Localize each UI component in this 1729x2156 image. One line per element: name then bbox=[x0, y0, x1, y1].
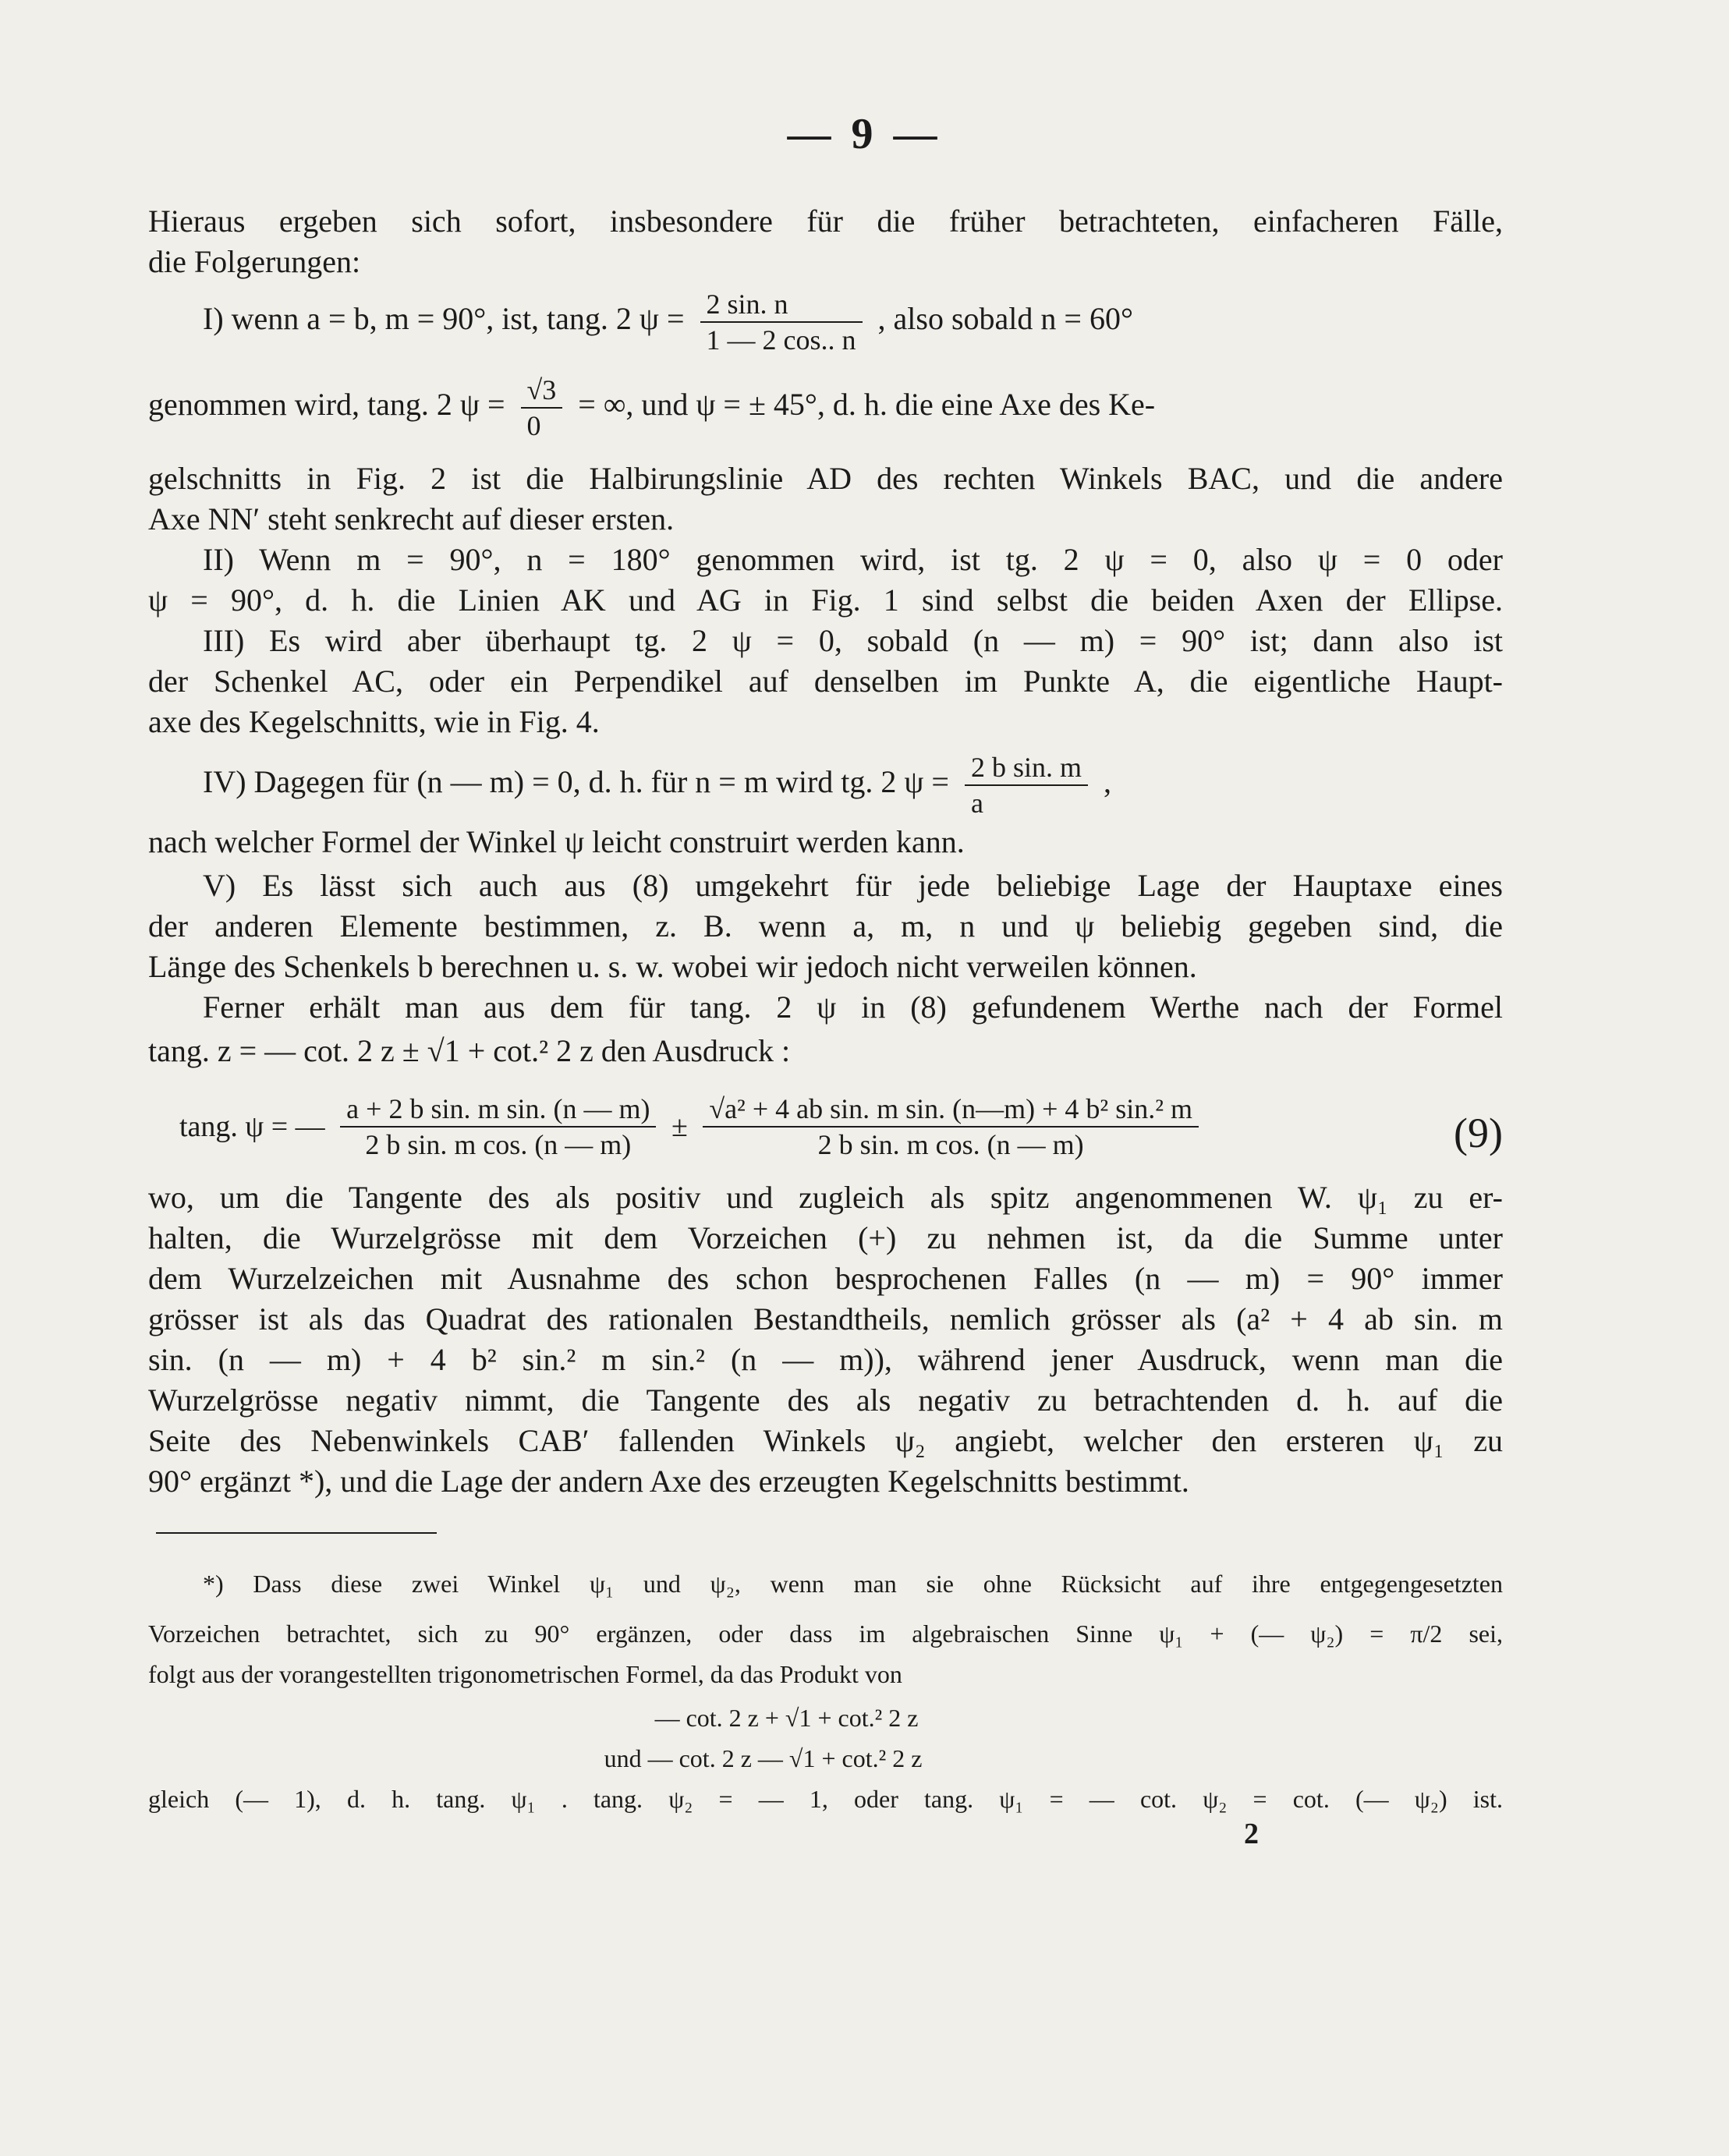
text-line: wo, um die Tangente des als positiv und zugleich als spitz angenommenen W. ψ₁ zu er- bbox=[148, 1180, 1503, 1215]
footnote-formula: und — cot. 2 z — √1 + cot.² 2 z bbox=[604, 1744, 923, 1772]
text-line: Länge des Schenkels b berechnen u. s. w. wobei wir jedoch nicht verweilen können. bbox=[148, 949, 1197, 984]
text-line: V) Es lässt sich auch aus (8) umgekehrt für jede beliebige Lage der Hauptaxe eines bbox=[203, 868, 1503, 903]
text-line: Seite des Nebenwinkels CAB′ fallenden Winkels ψ₂ angiebt, welcher den ersteren ψ₁ zu bbox=[148, 1423, 1503, 1458]
text-line: die Folgerungen: bbox=[148, 244, 361, 279]
footnote-formula: — cot. 2 z + √1 + cot.² 2 z bbox=[654, 1704, 919, 1732]
fraction-numerator: 2 sin. n bbox=[700, 287, 863, 323]
text-fragment: ± bbox=[671, 1110, 688, 1143]
fraction bbox=[700, 287, 863, 357]
text-line: ψ = 90°, d. h. die Linien AK und AG in Fig. 1 sind selbst die beiden Axen der Ellipse. bbox=[148, 582, 1503, 618]
text-fragment: IV) Dagegen für (n — m) = 0, d. h. für n = m wird tg. 2 ψ = bbox=[203, 764, 949, 800]
text-line: tang. z = — cot. 2 z ± √1 + cot.² 2 z den Ausdruck : bbox=[148, 1033, 791, 1068]
fraction-numerator: √3 bbox=[521, 373, 563, 409]
fraction bbox=[340, 1092, 656, 1162]
equation-number: (9) bbox=[1454, 1110, 1503, 1156]
text-line: sin. (n — m) + 4 b² sin.² m sin.² (n — m)), während jener Ausdruck, wenn man die bbox=[148, 1342, 1503, 1377]
page-number: — 9 — bbox=[787, 110, 942, 158]
fraction-numerator: 2 b sin. m bbox=[965, 750, 1088, 786]
text-fragment: , also sobald n = 60° bbox=[877, 301, 1133, 337]
footnote-line: gleich (— 1), d. h. tang. ψ₁ . tang. ψ₂ = — 1, oder tang. ψ₁ = — cot. ψ₂ = cot. (— ψ₂) ist. bbox=[148, 1785, 1503, 1813]
text-line: II) Wenn m = 90°, n = 180° genommen wird, ist tg. 2 ψ = 0, also ψ = 0 oder bbox=[203, 542, 1503, 577]
text-line: gelschnitts in Fig. 2 ist die Halbirungslinie AD des rechten Winkels BAC, und die andere bbox=[148, 461, 1503, 496]
fraction-denominator: 1 — 2 cos.. n bbox=[706, 324, 856, 356]
fraction-denominator: 2 b sin. m cos. (n — m) bbox=[365, 1129, 632, 1160]
footnote-divider bbox=[156, 1532, 437, 1534]
text-line-case-4 bbox=[148, 750, 1503, 820]
text-fragment: = ∞, und ψ = ± 45°, d. h. die eine Axe des Ke- bbox=[578, 387, 1156, 423]
text-line: axe des Kegelschnitts, wie in Fig. 4. bbox=[148, 704, 600, 739]
text-fragment: I) wenn a = b, m = 90°, ist, tang. 2 ψ = bbox=[203, 301, 685, 337]
fraction-denominator: 2 b sin. m cos. (n — m) bbox=[817, 1129, 1084, 1160]
text-line: grösser ist als das Quadrat des rationalen Bestandtheils, nemlich grösser als (a² + 4 ab sin. m bbox=[148, 1301, 1503, 1336]
text-line: III) Es wird aber überhaupt tg. 2 ψ = 0, sobald (n — m) = 90° ist; dann also ist bbox=[203, 623, 1503, 658]
fraction-numerator: a + 2 b sin. m sin. (n — m) bbox=[340, 1092, 656, 1128]
text-line: Hieraus ergeben sich sofort, insbesondere für die früher betrachteten, einfacheren Fälle, bbox=[148, 204, 1503, 239]
text-fragment: tang. ψ = — bbox=[179, 1110, 325, 1143]
signature-mark: 2 bbox=[1244, 1818, 1259, 1850]
text-line: Axe NN′ steht senkrecht auf dieser ersten. bbox=[148, 501, 675, 536]
fraction bbox=[521, 373, 563, 443]
fraction-numerator: √a² + 4 ab sin. m sin. (n—m) + 4 b² sin.² m bbox=[703, 1092, 1199, 1128]
text-line: der Schenkel AC, oder ein Perpendikel auf denselben im Punkte A, die eigentliche Haupt- bbox=[148, 664, 1503, 699]
text-fragment: , bbox=[1104, 764, 1111, 800]
fraction bbox=[703, 1092, 1199, 1162]
text-line: Ferner erhält man aus dem für tang. 2 ψ in (8) gefundenem Werthe nach der Formel bbox=[203, 989, 1503, 1025]
fraction-denominator: 0 bbox=[526, 410, 541, 441]
text-line: 90° ergänzt *), und die Lage der andern Axe des erzeugten Kegelschnitts bestimmt. bbox=[148, 1464, 1189, 1499]
text-line-case-1 bbox=[148, 287, 1503, 357]
text-line: der anderen Elemente bestimmen, z. B. wenn a, m, n und ψ beliebig gegeben sind, die bbox=[148, 908, 1503, 943]
text-line bbox=[148, 373, 1503, 443]
equation-9 bbox=[148, 1092, 1503, 1162]
text-fragment: genommen wird, tang. 2 ψ = bbox=[148, 387, 505, 423]
text-line: nach welcher Formel der Winkel ψ leicht construirt werden kann. bbox=[148, 824, 965, 859]
footnote-line: folgt aus der vorangestellten trigonometrischen Formel, da das Produkt von bbox=[148, 1660, 902, 1688]
text-line: halten, die Wurzelgrösse mit dem Vorzeichen (+) zu nehmen ist, da die Summe unter bbox=[148, 1220, 1503, 1255]
text-line: dem Wurzelzeichen mit Ausnahme des schon besprochenen Falles (n — m) = 90° immer bbox=[148, 1261, 1503, 1296]
text-line: Wurzelgrösse negativ nimmt, die Tangente des als negativ zu betrachtenden d. h. auf die bbox=[148, 1382, 1503, 1418]
footnote-line: *) Dass diese zwei Winkel ψ₁ und ψ₂, wenn man sie ohne Rücksicht auf ihre entgegengesetzten bbox=[203, 1570, 1503, 1598]
footnote-line: Vorzeichen betrachtet, sich zu 90° ergänzen, oder dass im algebraischen Sinne ψ₁ + (— ψ₂) = π/2 sei, bbox=[148, 1620, 1503, 1648]
fraction-denominator: a bbox=[970, 788, 983, 819]
fraction bbox=[965, 750, 1088, 820]
